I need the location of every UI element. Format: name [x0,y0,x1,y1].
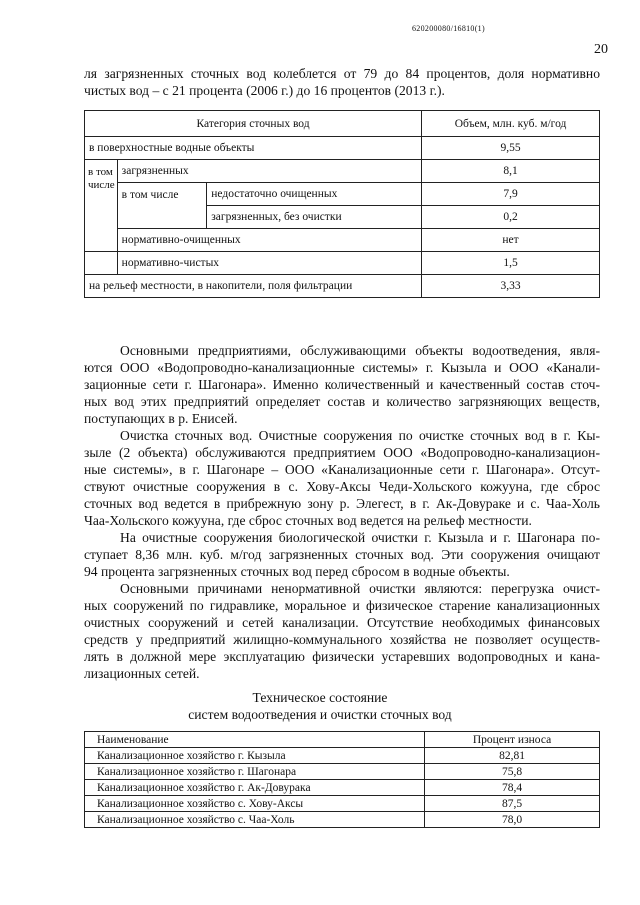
text-line: ля загрязненных сточных вод колеблется от 79 до 84 процентов, доля нормативно [84,66,600,81]
text-line: Основными причинами ненормативной очистки являются: перегрузка очист- [120,581,600,596]
page-number: 20 [594,42,608,57]
table-row [85,183,600,206]
paragraph [84,580,600,682]
row-value: 1,5 [422,252,600,275]
table-subtitle: систем водоотведения и очистки сточных вод [188,707,452,722]
text-line: зыле (2 объекта) обслуживаются предприятием ООО «Водопроводно-канализацион- [84,445,600,460]
table-row [85,137,600,160]
table-header-row [85,111,600,137]
text-line: ных вод этих предприятий определяет состав и количество загрязняющих веществ, [84,394,600,409]
row-label: загрязненных [117,160,421,183]
table-row [85,275,600,298]
row-name: Канализационное хозяйство с. Хову-Аксы [85,796,425,812]
table-row [85,764,600,780]
row-value: 0,2 [422,206,600,229]
table-row [85,780,600,796]
text-line: чистых вод – с 21 процента (2006 г.) до 16 процентов (2013 г.). [84,83,445,98]
row-value: 9,55 [422,137,600,160]
row-label: в поверхностные водные объекты [85,137,422,160]
column-header: Категория сточных вод [85,111,422,137]
document-id: 620200080/16810(1) [412,24,485,33]
text-line: Чаа-Хольского кожууна, где сброс сточных вод ведется на рельеф местности. [84,513,532,528]
column-header: Объем, млн. куб. м/год [422,111,600,137]
row-label: нормативно-очищенных [117,229,421,252]
row-label: недостаточно очищенных [207,183,422,206]
table-row [85,252,600,275]
table-row [85,812,600,828]
paragraph [84,529,600,580]
text-line: лять в должной мере эксплуатацию физически устаревших водопроводных и кана- [84,649,600,664]
paragraph [84,342,600,427]
table-title: Техническое состояние [252,690,388,705]
text-line: На очистные сооружения биологической очистки г. Кызыла и г. Шагонара по- [120,530,600,545]
row-name: Канализационное хозяйство г. Шагонара [85,764,425,780]
row-name: Канализационное хозяйство г. Кызыла [85,748,425,764]
text-line: ных сооружений по гидравлике, моральное и физическое старение канализационных [84,598,600,613]
text-line: ствуют очистные сооружения в с. Хову-Аксы Чеди-Хольского кожууна, где сброс [84,479,600,494]
row-name: Канализационное хозяйство с. Чаа-Холь [85,812,425,828]
text-line: ступает 8,36 млн. куб. м/год загрязненных сточных вод. Эти сооружения очищают [84,547,600,562]
column-header: Процент износа [425,732,600,748]
intro-text [84,65,600,99]
table-header-row [85,732,600,748]
row-label: нормативно-чистых [117,252,421,275]
text-line: поступающих в р. Енисей. [84,411,238,426]
row-name: Канализационное хозяйство г. Ак-Довурака [85,780,425,796]
column-header: Наименование [85,732,425,748]
text-line: зационные сети г. Шагонара». Именно количественный и качественный состав сточ- [84,377,600,392]
text-line: очистных сооружений и сетей канализации. Отсутствие необходимых финансовых [84,615,600,630]
row-label: в том числе [85,160,118,252]
empty-cell [85,252,118,275]
text-line: лизационных сетей. [84,666,200,681]
text-line: сточных вод ведется в прибрежную зону р. Элегест, в г. Ак-Довураке и с. Чаа-Холь [84,496,600,511]
row-percent: 78,0 [425,812,600,828]
text-line: 94 процента загрязненных сточных вод перед сбросом в водные объекты. [84,564,510,579]
text-line: Очистка сточных вод. Очистные сооружения по очистке сточных вод в г. Кы- [120,428,600,443]
text-line: ются ООО «Водопроводно-канализационные системы» г. Кызыла и ООО «Канали- [84,360,600,375]
table-row [85,748,600,764]
table-row [85,796,600,812]
table-row [85,160,600,183]
text-line: Основными предприятиями, обслуживающими объекты водоотведения, явля- [120,343,600,358]
text-line: средств у предприятий жилищно-коммунального хозяйства не позволяет осуществ- [84,632,600,647]
text-line: ные системы», в г. Шагонаре – ООО «Канализационные сети г. Шагонара». Отсут- [84,462,600,477]
row-value: 7,9 [422,183,600,206]
wastewater-volume-table [84,110,600,298]
row-label: в том числе [117,183,207,229]
row-label: на рельеф местности, в накопители, поля фильтрации [85,275,422,298]
table-row [85,229,600,252]
wear-percentage-table [84,731,600,828]
row-value: нет [422,229,600,252]
paragraph [84,427,600,529]
row-value: 8,1 [422,160,600,183]
row-value: 3,33 [422,275,600,298]
row-percent: 78,4 [425,780,600,796]
row-percent: 87,5 [425,796,600,812]
row-label: загрязненных, без очистки [207,206,422,229]
row-percent: 75,8 [425,764,600,780]
row-percent: 82,81 [425,748,600,764]
